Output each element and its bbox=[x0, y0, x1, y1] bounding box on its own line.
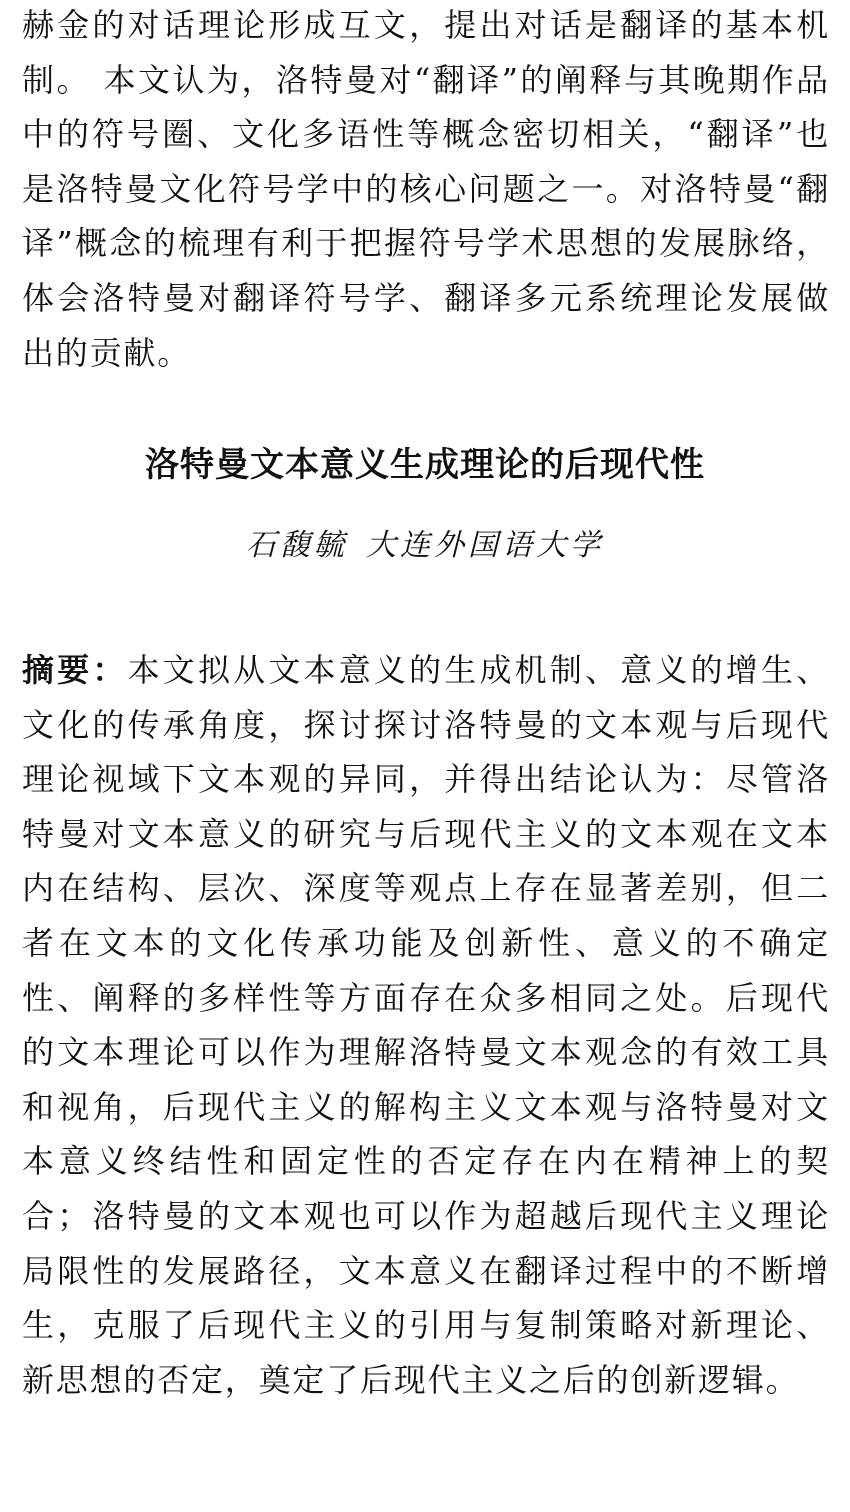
abstract-paragraph bbox=[22, 643, 830, 1407]
author-line bbox=[0, 520, 850, 564]
previous-abstract-continuation: 赫金的对话理论形成互文，提出对话是翻译的基本机制。 本文认为，洛特曼对“翻译”的阐释与其晚期作品中的符号圈、文化多语性等概念密切相关，“翻译”也是洛特曼文化符号学中的核心问题之一。对洛特曼“翻译”概念的梳理有利于把握符号学术思想的发展脉络，体会洛特曼对翻译符号学、翻译多元系统理论发展做出的贡献。 bbox=[22, 6, 830, 372]
author-name: 石馥毓 bbox=[246, 528, 348, 563]
author-affiliation: 大连外国语大学 bbox=[366, 528, 604, 563]
abstract-text: 本文拟从文本意义的生成机制、意义的增生、文化的传承角度，探讨探讨洛特曼的文本观与后现代理论视域下文本观的异同，并得出结论认为：尽管洛特曼对文本意义的研究与后现代主义的文本观在文本内在结构、层次、深度等观点上存在显著差别，但二者在文本的文化传承功能及创新性、意义的不确定性、阐释的多样性等方面存在众多相同之处。后现代的文本理论可以作为理解洛特曼文本观念的有效工具和视角，后现代主义的解构主义文本观与洛特曼对文本意义终结性和固定性的否定存在内在精神上的契合；洛特曼的文本观也可以作为超越后现代主义理论局限性的发展路径，文本意义在翻译过程中的不断增生，克服了后现代主义的引用与复制策略对新理论、新思想的否定，奠定了后现代主义之后的创新逻辑。 bbox=[22, 651, 830, 1399]
abstract-label: 摘要： bbox=[22, 651, 128, 689]
article-title: 洛特曼文本意义生成理论的后现代性 bbox=[145, 445, 705, 485]
